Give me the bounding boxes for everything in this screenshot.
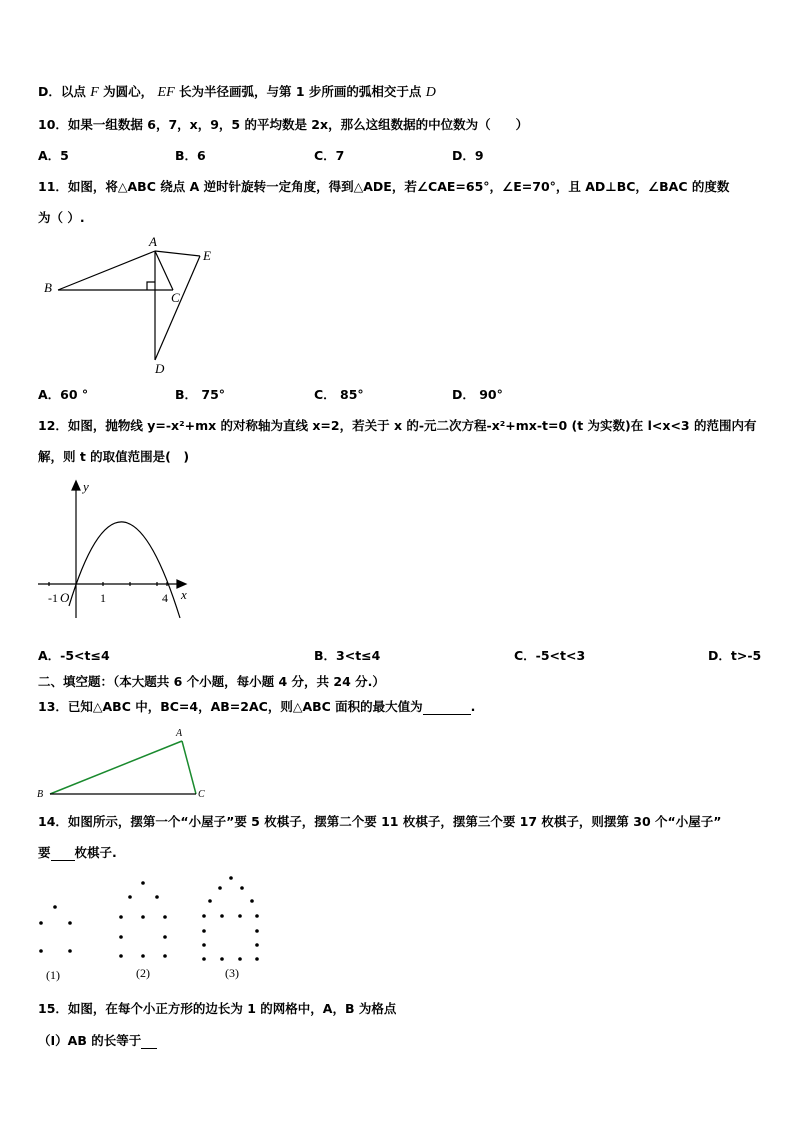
q11-right-angle-mark xyxy=(147,282,155,290)
q13-stem-end: . xyxy=(470,699,476,714)
q11-label-b: B xyxy=(44,280,52,295)
q10-option-a: A．5 xyxy=(38,148,69,163)
q13-stem-text: 13．已知△ABC 中，BC=4，AB=2AC，则△ABC 面积的最大值为 xyxy=(38,699,423,714)
q12-label-4: 4 xyxy=(162,591,168,605)
q15-part1 xyxy=(38,1031,157,1049)
q11-stem-line2: 为（ ）. xyxy=(38,210,85,225)
q12-label-1: 1 xyxy=(100,591,106,605)
q9-point-d: D xyxy=(425,85,436,100)
q9-point-f: F xyxy=(90,85,99,100)
q15-part1-text: （Ⅰ）AB 的长等于 xyxy=(38,1033,142,1048)
q13-label-c: C xyxy=(198,789,205,800)
q13-label-b: B xyxy=(37,789,44,800)
q11-segment-de xyxy=(155,256,200,360)
q11-label-d: D xyxy=(155,361,165,376)
q13-segment-ba xyxy=(50,741,182,794)
q11-option-c: C． 85° xyxy=(314,387,364,402)
q12-option-b: B．3<t≤4 xyxy=(314,648,381,663)
q11-figure xyxy=(40,234,230,376)
q9-option-d xyxy=(38,82,436,101)
q13-label-a: A xyxy=(176,728,183,739)
q11-segment-ba xyxy=(58,251,155,290)
q14-stem-line2-b: 枚棋子. xyxy=(74,845,117,860)
q9-option-d-prefix: D．以点 xyxy=(38,84,86,99)
q14-stem-line2 xyxy=(38,843,117,861)
section2-heading: 二、填空题：（本大题共 6 个小题，每小题 4 分，共 24 分.） xyxy=(38,674,385,689)
q11-label-e: E xyxy=(203,248,211,263)
q9-segment-ef: EF xyxy=(157,85,175,100)
q14-stem-line2-a: 要 xyxy=(38,845,51,860)
q12-label-neg1: -1 xyxy=(48,591,58,605)
q11-label-a: A xyxy=(149,234,157,249)
q11-label-c: C xyxy=(171,290,180,305)
q12-option-a: A．-5<t≤4 xyxy=(38,648,110,663)
q10-option-b: B．6 xyxy=(175,148,206,163)
q12-label-x: x xyxy=(181,587,187,602)
q9-option-d-mid2: 长为半径画弧，与第 1 步所画的弧相交于点 xyxy=(179,84,422,99)
q13-stem xyxy=(38,697,475,715)
q11-option-a: A．60 ° xyxy=(38,387,89,402)
q10-option-d: D．9 xyxy=(452,148,484,163)
q10-stem: 10．如果一组数据 6，7，x，9，5 的平均数是 2x，那么这组数据的中位数为（ ） xyxy=(38,117,529,132)
q14-label-3: (3) xyxy=(225,966,239,980)
q11-option-b: B． 75° xyxy=(175,387,226,402)
q12-y-axis-arrow xyxy=(72,481,80,490)
q12-option-c: C．-5<t<3 xyxy=(514,648,586,663)
q14-figure xyxy=(30,872,280,984)
q12-option-d: D．t>-5 xyxy=(708,648,762,663)
q12-label-origin: O xyxy=(60,590,70,605)
q15-stem: 15．如图，在每个小正方形的边长为 1 的网格中，A，B 为格点 xyxy=(38,1001,397,1016)
q12-stem-line2: 解，则 t 的取值范围是( ) xyxy=(38,449,190,464)
q11-segment-ae xyxy=(155,251,200,256)
q14-house-3 xyxy=(202,876,259,961)
q9-option-d-mid1: 为圆心， xyxy=(103,84,154,99)
q15-part1-blank xyxy=(141,1033,157,1049)
q13-figure xyxy=(36,726,216,800)
q14-house-1 xyxy=(39,905,72,953)
q14-label-1: (1) xyxy=(46,968,60,982)
q13-segment-ac xyxy=(182,741,196,794)
q14-stem-line1: 14．如图所示，摆第一个“小屋子”要 5 枚棋子，摆第二个要 11 枚棋子，摆第三个要 17 枚棋子，则摆第 30 个“小屋子” xyxy=(38,814,722,829)
q14-answer-blank xyxy=(51,845,75,861)
q12-figure xyxy=(36,478,196,623)
q14-house-2 xyxy=(119,881,167,958)
q14-label-2: (2) xyxy=(136,966,150,980)
q12-stem-line1: 12．如图，抛物线 y=-x²+mx 的对称轴为直线 x=2，若关于 x 的-元二次方程-x²+mx-t=0 (t 为实数)在 l<x<3 的范围内有 xyxy=(38,418,757,433)
q12-label-y: y xyxy=(83,479,89,494)
q10-option-c: C．7 xyxy=(314,148,345,163)
q11-segment-ac xyxy=(155,251,173,290)
q11-stem-line1: 11．如图，将△ABC 绕点 A 逆时针旋转一定角度，得到△ADE，若∠CAE=65°，∠E=70°，且 AD⊥BC，∠BAC 的度数 xyxy=(38,179,730,194)
q11-option-d: D． 90° xyxy=(452,387,503,402)
q13-answer-blank xyxy=(423,699,471,715)
